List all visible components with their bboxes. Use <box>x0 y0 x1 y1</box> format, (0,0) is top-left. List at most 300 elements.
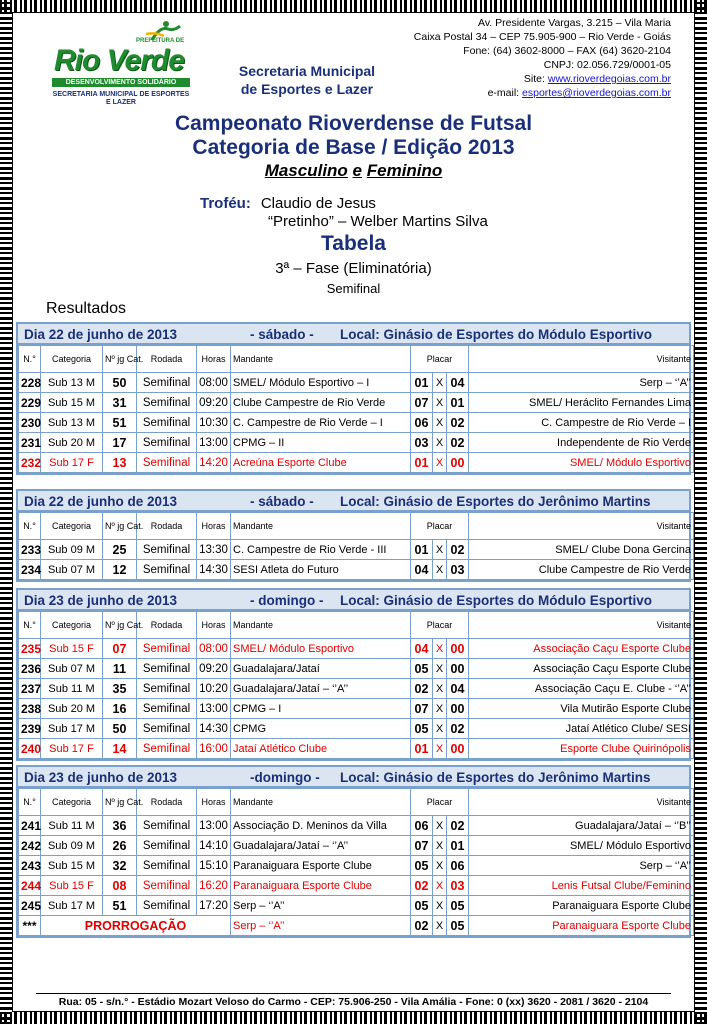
col-horas: Horas <box>197 612 231 639</box>
match-game-number: 36 <box>103 816 137 836</box>
match-category: Sub 07 M <box>41 560 103 580</box>
col-categoria: Categoria <box>41 612 103 639</box>
trofeu-name1: Claudio de Jesus <box>260 195 376 212</box>
match-game-number: 32 <box>103 856 137 876</box>
match-score-separator: X <box>433 453 447 473</box>
match-away-team: Independente de Rio Verde <box>469 433 694 453</box>
match-home-team: Guadalajara/Jataí – ‘’A’’ <box>231 679 411 699</box>
match-game-number: 51 <box>103 413 137 433</box>
match-block <box>16 489 691 582</box>
block-local: Local: Ginásio de Esportes do Módulo Esportivo <box>340 327 653 342</box>
match-away-team: SMEL/ Módulo Esportivo <box>469 836 694 856</box>
match-game-number: 50 <box>103 373 137 393</box>
col-horas: Horas <box>197 513 231 540</box>
semifinal-title: Semifinal <box>326 281 381 296</box>
table-row <box>19 679 694 699</box>
overtime-home-score: 02 <box>411 916 433 936</box>
match-number: 237 <box>19 679 41 699</box>
fase-title: 3ª – Fase (Eliminatória) <box>275 260 432 277</box>
match-away-score: 00 <box>447 659 469 679</box>
address-block <box>371 16 671 100</box>
match-away-team: Clube Campestre de Rio Verde <box>469 560 694 580</box>
match-number: 231 <box>19 433 41 453</box>
trofeu-name2: “Pretinho” – Welber Martins Silva <box>268 213 488 230</box>
match-home-score: 05 <box>411 896 433 916</box>
match-round: Semifinal <box>137 433 197 453</box>
match-number: 242 <box>19 836 41 856</box>
match-score-separator: X <box>433 639 447 659</box>
match-category: Sub 09 M <box>41 836 103 856</box>
match-round: Semifinal <box>137 373 197 393</box>
block-day: - domingo - <box>250 593 324 608</box>
match-home-score: 07 <box>411 393 433 413</box>
match-home-team: Guadalajara/Jataí <box>231 659 411 679</box>
match-score-separator: X <box>433 373 447 393</box>
match-game-number: 12 <box>103 560 137 580</box>
match-category: Sub 13 M <box>41 413 103 433</box>
match-block <box>16 588 691 761</box>
match-home-score: 02 <box>411 876 433 896</box>
match-away-score: 00 <box>447 453 469 473</box>
match-away-team: Jataí Atlético Clube/ SESI <box>469 719 694 739</box>
border-top <box>0 0 707 12</box>
match-away-score: 01 <box>447 836 469 856</box>
championship-title: Campeonato Rioverdense de Futsal <box>174 112 533 135</box>
table-row <box>19 699 694 719</box>
block-date: Dia 23 de junho de 2013 <box>24 593 178 608</box>
col-n: N.° <box>19 789 41 816</box>
col-placar: Placar <box>411 513 469 540</box>
match-home-score: 01 <box>411 540 433 560</box>
col-njg: Nº jg Cat. <box>103 513 137 540</box>
match-round: Semifinal <box>137 639 197 659</box>
col-n: N.° <box>19 513 41 540</box>
match-home-score: 01 <box>411 453 433 473</box>
block-header <box>18 491 689 512</box>
col-horas: Horas <box>197 789 231 816</box>
col-horas: Horas <box>197 346 231 373</box>
match-away-team: Associação Caçu Esporte Clube <box>469 659 694 679</box>
match-time: 08:00 <box>197 373 231 393</box>
match-home-team: CPMG <box>231 719 411 739</box>
prefeitura-logo <box>46 18 196 106</box>
match-home-score: 04 <box>411 639 433 659</box>
match-score-separator: X <box>433 659 447 679</box>
match-time: 16:00 <box>197 739 231 759</box>
match-score-separator: X <box>433 393 447 413</box>
match-category: Sub 15 F <box>41 639 103 659</box>
match-game-number: 25 <box>103 540 137 560</box>
match-number: 240 <box>19 739 41 759</box>
match-home-team: SESI Atleta do Futuro <box>231 560 411 580</box>
col-visitante: Visitante <box>469 789 694 816</box>
logo-secretaria: SECRETARIA MUNICIPAL DE ESPORTES E LAZER <box>52 91 190 106</box>
table-row <box>19 876 694 896</box>
match-round: Semifinal <box>137 393 197 413</box>
match-round: Semifinal <box>137 739 197 759</box>
match-home-score: 02 <box>411 679 433 699</box>
overtime-away-team: Paranaiguara Esporte Clube <box>469 916 694 936</box>
overtime-marker: *** <box>19 916 41 936</box>
match-away-team: Serp – ‘’A’’ <box>469 373 694 393</box>
match-time: 16:20 <box>197 876 231 896</box>
match-time: 13:00 <box>197 816 231 836</box>
match-time: 14:30 <box>197 560 231 580</box>
address-line: CNPJ: 02.056.729/0001-05 <box>543 59 671 71</box>
match-number: 228 <box>19 373 41 393</box>
match-home-team: Paranaiguara Esporte Clube <box>231 876 411 896</box>
match-home-score: 05 <box>411 719 433 739</box>
match-game-number: 08 <box>103 876 137 896</box>
match-home-team: C. Campestre de Rio Verde - III <box>231 540 411 560</box>
match-category: Sub 20 M <box>41 699 103 719</box>
match-round: Semifinal <box>137 540 197 560</box>
match-away-score: 01 <box>447 393 469 413</box>
email-link[interactable]: esportes@rioverdegoias.com.br <box>522 87 671 99</box>
block-header <box>18 590 689 611</box>
match-away-team: Lenis Futsal Clube/Feminino <box>469 876 694 896</box>
table-row <box>19 896 694 916</box>
address-line: Fone: (64) 3602-8000 – FAX (64) 3620-2104 <box>463 45 671 57</box>
match-game-number: 14 <box>103 739 137 759</box>
col-n: N.° <box>19 612 41 639</box>
logo-city: Rio Verde <box>54 44 184 77</box>
match-number: 234 <box>19 560 41 580</box>
match-home-score: 03 <box>411 433 433 453</box>
match-away-team: Associação Caçu E. Clube - ‘’A’’ <box>469 679 694 699</box>
col-categoria: Categoria <box>41 346 103 373</box>
block-header <box>18 767 689 788</box>
match-time: 10:20 <box>197 679 231 699</box>
match-score-separator: X <box>433 876 447 896</box>
edition-title: Categoria de Base / Edição 2013 <box>192 136 515 159</box>
overtime-home-team: Serp – ‘’A’’ <box>231 916 411 936</box>
block-day: - sábado - <box>250 494 314 509</box>
match-table <box>18 345 694 473</box>
table-header-row <box>19 789 694 816</box>
address-line: Av. Presidente Vargas, 3.215 – Vila Maria <box>478 17 671 29</box>
match-category: Sub 15 M <box>41 856 103 876</box>
match-round: Semifinal <box>137 679 197 699</box>
table-row <box>19 719 694 739</box>
match-game-number: 35 <box>103 679 137 699</box>
match-round: Semifinal <box>137 659 197 679</box>
table-row <box>19 659 694 679</box>
match-away-score: 02 <box>447 719 469 739</box>
match-home-score: 06 <box>411 816 433 836</box>
match-away-score: 02 <box>447 413 469 433</box>
match-game-number: 07 <box>103 639 137 659</box>
match-score-separator: X <box>433 739 447 759</box>
match-home-score: 06 <box>411 413 433 433</box>
col-mandante: Mandante <box>231 346 411 373</box>
match-away-score: 02 <box>447 433 469 453</box>
block-local: Local: Ginásio de Esportes do Jerônimo Martins <box>340 494 651 509</box>
table-row <box>19 393 694 413</box>
col-mandante: Mandante <box>231 513 411 540</box>
match-round: Semifinal <box>137 560 197 580</box>
match-home-team: C. Campestre de Rio Verde – I <box>231 413 411 433</box>
match-number: 236 <box>19 659 41 679</box>
match-home-score: 07 <box>411 699 433 719</box>
match-time: 14:20 <box>197 453 231 473</box>
match-away-team: Paranaiguara Esporte Clube <box>469 896 694 916</box>
match-time: 13:30 <box>197 540 231 560</box>
match-home-team: CPMG – I <box>231 699 411 719</box>
col-placar: Placar <box>411 612 469 639</box>
match-game-number: 50 <box>103 719 137 739</box>
match-category: Sub 17 M <box>41 896 103 916</box>
overtime-score-separator: X <box>433 916 447 936</box>
col-categoria: Categoria <box>41 789 103 816</box>
match-number: 229 <box>19 393 41 413</box>
match-category: Sub 17 F <box>41 453 103 473</box>
match-time: 08:00 <box>197 639 231 659</box>
overtime-away-score: 05 <box>447 916 469 936</box>
match-home-team: Jataí Atlético Clube <box>231 739 411 759</box>
secretaria-line1: Secretaria Municipal <box>238 63 376 79</box>
block-local: Local: Ginásio de Esportes do Jerônimo Martins <box>340 770 651 785</box>
site-line <box>371 72 671 86</box>
secretaria-name <box>222 62 392 98</box>
col-placar: Placar <box>411 789 469 816</box>
match-game-number: 13 <box>103 453 137 473</box>
match-away-score: 02 <box>447 540 469 560</box>
block-day: -domingo - <box>250 770 320 785</box>
match-block <box>16 322 691 475</box>
match-score-separator: X <box>433 816 447 836</box>
match-home-score: 01 <box>411 739 433 759</box>
match-number: 244 <box>19 876 41 896</box>
match-game-number: 51 <box>103 896 137 916</box>
site-label: Site: <box>523 73 545 85</box>
match-number: 235 <box>19 639 41 659</box>
match-category: Sub 17 M <box>41 719 103 739</box>
col-visitante: Visitante <box>469 612 694 639</box>
match-round: Semifinal <box>137 816 197 836</box>
match-home-score: 05 <box>411 856 433 876</box>
table-row <box>19 836 694 856</box>
block-header <box>18 324 689 345</box>
match-time: 09:20 <box>197 659 231 679</box>
match-home-score: 04 <box>411 560 433 580</box>
match-away-score: 03 <box>447 560 469 580</box>
fem-label: Feminino <box>366 161 443 180</box>
title-block <box>0 112 707 182</box>
match-number: 241 <box>19 816 41 836</box>
logo-desenvolvimento: DESENVOLVIMENTO SOLIDÁRIO <box>52 78 190 87</box>
match-number: 238 <box>19 699 41 719</box>
match-category: Sub 11 M <box>41 679 103 699</box>
match-time: 15:10 <box>197 856 231 876</box>
table-row <box>19 540 694 560</box>
col-visitante: Visitante <box>469 346 694 373</box>
match-round: Semifinal <box>137 836 197 856</box>
match-home-team: Acreúna Esporte Clube <box>231 453 411 473</box>
match-score-separator: X <box>433 540 447 560</box>
trofeu-label: Troféu: <box>200 195 251 212</box>
resultados-heading: Resultados <box>46 300 127 317</box>
match-number: 230 <box>19 413 41 433</box>
match-home-team: Guadalajara/Jataí – ‘’A’’ <box>231 836 411 856</box>
table-row <box>19 433 694 453</box>
table-row <box>19 856 694 876</box>
match-block <box>16 765 691 938</box>
match-time: 14:10 <box>197 836 231 856</box>
table-row <box>19 560 694 580</box>
match-home-team: Paranaiguara Esporte Clube <box>231 856 411 876</box>
match-away-team: Guadalajara/Jataí – ‘’B’’ <box>469 816 694 836</box>
match-away-score: 04 <box>447 679 469 699</box>
match-away-team: SMEL/ Clube Dona Gercina <box>469 540 694 560</box>
match-score-separator: X <box>433 679 447 699</box>
match-round: Semifinal <box>137 719 197 739</box>
col-placar: Placar <box>411 346 469 373</box>
match-category: Sub 20 M <box>41 433 103 453</box>
col-njg: Nº jg Cat. <box>103 346 137 373</box>
match-away-score: 00 <box>447 699 469 719</box>
match-home-team: Associação D. Meninos da Villa <box>231 816 411 836</box>
overtime-label: PRORROGAÇÃO <box>41 916 231 936</box>
match-away-team: Serp – ‘’A’’ <box>469 856 694 876</box>
match-away-score: 00 <box>447 639 469 659</box>
col-njg: Nº jg Cat. <box>103 789 137 816</box>
col-n: N.° <box>19 346 41 373</box>
match-category: Sub 09 M <box>41 540 103 560</box>
match-category: Sub 15 F <box>41 876 103 896</box>
match-away-team: C. Campestre de Rio Verde – I <box>469 413 694 433</box>
match-number: 239 <box>19 719 41 739</box>
match-home-team: SMEL/ Módulo Esportivo <box>231 639 411 659</box>
match-round: Semifinal <box>137 876 197 896</box>
match-score-separator: X <box>433 699 447 719</box>
match-away-score: 00 <box>447 739 469 759</box>
match-time: 13:00 <box>197 699 231 719</box>
match-away-score: 05 <box>447 896 469 916</box>
masc-label: Masculino <box>264 161 348 180</box>
match-home-score: 05 <box>411 659 433 679</box>
match-away-team: Associação Caçu Esporte Clube <box>469 639 694 659</box>
match-time: 14:30 <box>197 719 231 739</box>
match-table <box>18 788 694 936</box>
block-day: - sábado - <box>250 327 314 342</box>
match-number: 243 <box>19 856 41 876</box>
match-game-number: 11 <box>103 659 137 679</box>
table-header-row <box>19 513 694 540</box>
match-away-team: Vila Mutirão Esporte Clube <box>469 699 694 719</box>
block-date: Dia 22 de junho de 2013 <box>24 327 178 342</box>
match-game-number: 31 <box>103 393 137 413</box>
table-header-row <box>19 612 694 639</box>
match-away-team: SMEL/ Heráclito Fernandes Lima <box>469 393 694 413</box>
col-rodada: Rodada <box>137 789 197 816</box>
border-bottom <box>0 1012 707 1024</box>
email-line <box>371 86 671 100</box>
match-category: Sub 17 F <box>41 739 103 759</box>
table-row <box>19 639 694 659</box>
match-away-score: 04 <box>447 373 469 393</box>
col-rodada: Rodada <box>137 612 197 639</box>
secretaria-line2: de Esportes e Lazer <box>240 81 374 97</box>
match-number: 245 <box>19 896 41 916</box>
col-categoria: Categoria <box>41 513 103 540</box>
match-home-team: CPMG – II <box>231 433 411 453</box>
match-time: 10:30 <box>197 413 231 433</box>
gender-title <box>0 160 707 182</box>
match-home-team: Serp – ‘’A’’ <box>231 896 411 916</box>
overtime-row <box>19 916 694 936</box>
match-round: Semifinal <box>137 453 197 473</box>
match-game-number: 16 <box>103 699 137 719</box>
footer-divider <box>36 993 671 994</box>
match-home-team: SMEL/ Módulo Esportivo – I <box>231 373 411 393</box>
col-visitante: Visitante <box>469 513 694 540</box>
table-row <box>19 739 694 759</box>
match-home-score: 07 <box>411 836 433 856</box>
match-category: Sub 11 M <box>41 816 103 836</box>
match-category: Sub 13 M <box>41 373 103 393</box>
match-home-score: 01 <box>411 373 433 393</box>
match-round: Semifinal <box>137 699 197 719</box>
col-rodada: Rodada <box>137 513 197 540</box>
trofeu-line <box>200 194 376 213</box>
email-label: e-mail: <box>487 87 520 99</box>
match-score-separator: X <box>433 836 447 856</box>
match-round: Semifinal <box>137 896 197 916</box>
block-date: Dia 22 de junho de 2013 <box>24 494 178 509</box>
match-away-team: Esporte Clube Quirinópolis <box>469 739 694 759</box>
table-header-row <box>19 346 694 373</box>
logo-prefeitura: PREFEITURA DE <box>136 38 185 44</box>
match-away-score: 06 <box>447 856 469 876</box>
col-mandante: Mandante <box>231 789 411 816</box>
footer-address: Rua: 05 - s/n.° - Estádio Mozart Veloso do Carmo - CEP: 75.906-250 - Vila Amália - Fone: 0 (xx) 3620 - 2081 / 3620 - 2104 <box>58 996 649 1008</box>
address-line: Caixa Postal 34 – CEP 75.905-900 – Rio Verde - Goiás <box>413 31 671 43</box>
match-game-number: 17 <box>103 433 137 453</box>
match-away-score: 03 <box>447 876 469 896</box>
match-round: Semifinal <box>137 856 197 876</box>
col-njg: Nº jg Cat. <box>103 612 137 639</box>
table-row <box>19 816 694 836</box>
match-round: Semifinal <box>137 413 197 433</box>
e-label: e <box>352 161 363 180</box>
match-number: 232 <box>19 453 41 473</box>
match-score-separator: X <box>433 719 447 739</box>
match-game-number: 26 <box>103 836 137 856</box>
table-row <box>19 373 694 393</box>
match-time: 17:20 <box>197 896 231 916</box>
site-link[interactable]: www.rioverdegoias.com.br <box>547 73 671 85</box>
match-category: Sub 15 M <box>41 393 103 413</box>
block-date: Dia 23 de junho de 2013 <box>24 770 178 785</box>
table-row <box>19 413 694 433</box>
match-time: 13:00 <box>197 433 231 453</box>
table-row <box>19 453 694 473</box>
tabela-title: Tabela <box>321 232 386 255</box>
match-table <box>18 512 694 580</box>
col-rodada: Rodada <box>137 346 197 373</box>
match-home-team: Clube Campestre de Rio Verde <box>231 393 411 413</box>
match-score-separator: X <box>433 856 447 876</box>
match-away-score: 02 <box>447 816 469 836</box>
match-score-separator: X <box>433 413 447 433</box>
match-table <box>18 611 694 759</box>
col-mandante: Mandante <box>231 612 411 639</box>
match-score-separator: X <box>433 896 447 916</box>
block-local: Local: Ginásio de Esportes do Módulo Esportivo <box>340 593 653 608</box>
match-category: Sub 07 M <box>41 659 103 679</box>
match-score-separator: X <box>433 433 447 453</box>
